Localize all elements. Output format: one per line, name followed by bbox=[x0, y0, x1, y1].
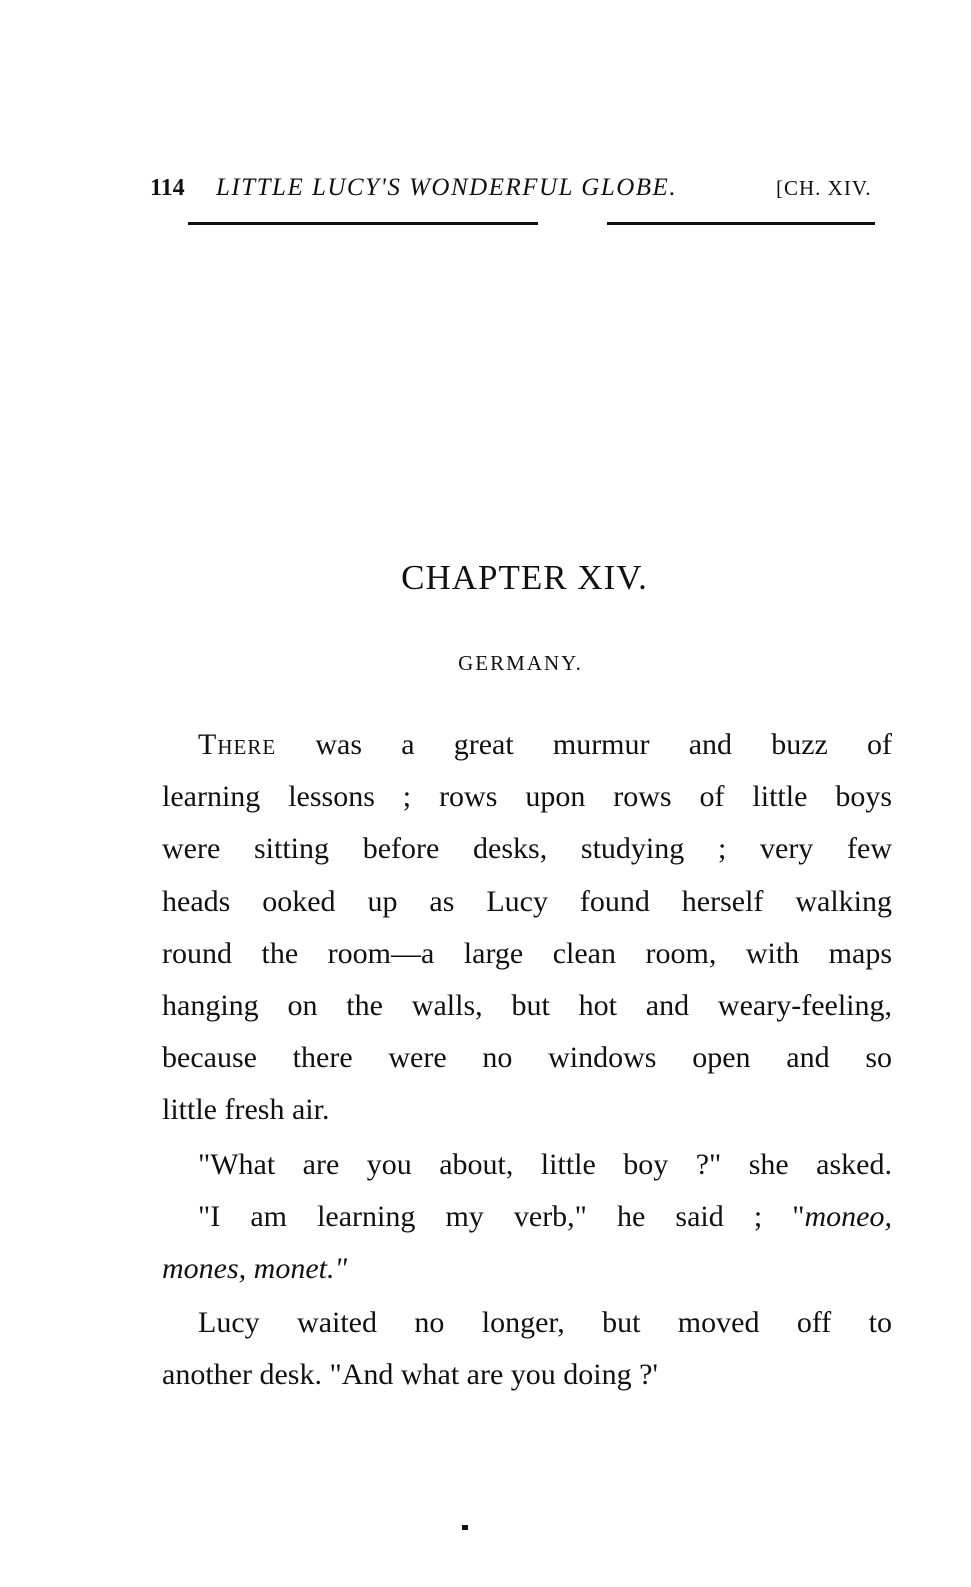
drop-word: There bbox=[198, 728, 277, 761]
text-line: round the room—a large clean room, with maps bbox=[162, 937, 892, 970]
text-line-latin: mones, monet." bbox=[162, 1252, 348, 1285]
running-head bbox=[150, 168, 890, 208]
latin-verb: moneo, bbox=[804, 1200, 892, 1233]
text-line: hanging on the walls, but hot and weary-feeling, bbox=[162, 989, 892, 1022]
header-rule-left bbox=[188, 222, 538, 225]
footer-mark bbox=[462, 1525, 468, 1530]
text-fragment: "I am learning my verb," he said ; " bbox=[198, 1200, 805, 1233]
text-line: little fresh air. bbox=[162, 1093, 330, 1126]
text-line: heads ooked up as Lucy found herself walking bbox=[162, 885, 892, 918]
text-line: were sitting before desks, studying ; very few bbox=[162, 832, 892, 865]
text-line: another desk. "And what are you doing ?' bbox=[162, 1358, 658, 1391]
text-line: because there were no windows open and so bbox=[162, 1041, 892, 1074]
text-line: Lucy waited no longer, but moved off to bbox=[198, 1306, 892, 1339]
text-line: "What are you about, little boy ?" she asked. bbox=[198, 1148, 892, 1181]
text-line bbox=[198, 1191, 892, 1243]
text-line: learning lessons ; rows upon rows of little boys bbox=[162, 780, 892, 813]
book-title: LITTLE LUCY'S WONDERFUL GLOBE. bbox=[216, 174, 678, 201]
text-line bbox=[198, 719, 892, 771]
chapter-subtitle: GERMANY. bbox=[458, 651, 583, 675]
text-fragment: was a great murmur and buzz of bbox=[315, 728, 893, 761]
chapter-heading: CHAPTER XIV. bbox=[401, 558, 648, 597]
header-rule-right bbox=[607, 222, 875, 225]
page-number: 114 bbox=[150, 175, 185, 201]
chapter-reference: [CH. XIV. bbox=[776, 176, 872, 200]
